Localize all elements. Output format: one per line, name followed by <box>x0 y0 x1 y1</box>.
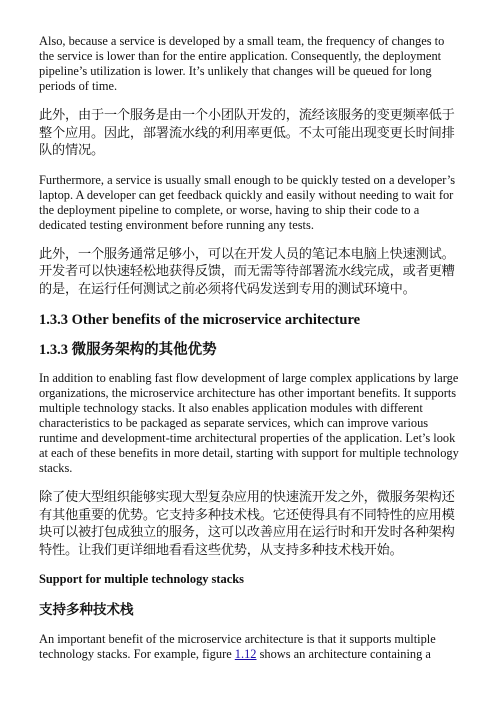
subheading-tech-stacks-en: Support for multiple technology stacks <box>39 572 244 586</box>
paragraph-text-after-link: shows an architecture containing a <box>256 647 431 661</box>
paragraph-tech-stacks-en <box>39 632 461 662</box>
paragraph-other-benefits-en: In addition to enabling fast flow development of large complex applications by large organizations, the microservice architecture has other important benefits. It supports multiple technology stacks. It also enables application modules with different characteristics to be packaged as separate services, which can improve various runtime and development-time architectural properties of the application. Let’s look at each of these benefits in more detail, starting with support for multiple technology stacks. <box>39 371 459 475</box>
paragraph-quick-testing-zh: 此外，一个服务通常足够小，可以在开发人员的笔记本电脑上快速测试。开发者可以快速轻松地获得反馈，而无需等待部署流水线完成，或者更糟的是，在运行任何测试之前必须将代码发送到专用的测试环境中。 <box>39 246 455 297</box>
paragraph-quick-testing-en: Furthermore, a service is usually small enough to be quickly tested on a developer’s laptop. A developer can get feedback quickly and easily without needing to wait for the deployment pipeline to complete, or worse, having to ship their code to a dedicated testing environment before running any tests. <box>39 172 456 232</box>
document-page <box>39 34 461 675</box>
paragraph-deployment-frequency-en: Also, because a service is developed by a small team, the frequency of changes to the service is lower than for the entire application. Consequently, the deployment pipeline’s utilization is lower. It’s unlikely that changes will be queued for long periods of time. <box>39 34 445 93</box>
paragraph-text-before-link: An important benefit of the microservice architecture is that it supports multiple technology stacks. For example, figure <box>39 632 436 661</box>
section-heading-en: 1.3.3 Other benefits of the microservice architecture <box>39 312 361 328</box>
section-heading-zh: 1.3.3 微服务架构的其他优势 <box>39 342 217 358</box>
paragraph-deployment-frequency-zh: 此外，由于一个服务是由一个小团队开发的，流经该服务的变更频率低于整个应用。因此，部署流水线的利用率更低。不太可能出现变更长时间排队的情况。 <box>39 108 455 158</box>
paragraph-other-benefits-zh: 除了使大型组织能够实现大型复杂应用的快速流开发之外，微服务架构还有其他重要的优势。它支持多种技术栈。它还使得具有不同特性的应用模块可以被打包成独立的服务，这可以改善应用在运行时和开发时各种架构特性。让我们更详细地看看这些优势，从支持多种技术栈开始。 <box>39 490 455 558</box>
figure-link[interactable]: 1.12 <box>234 647 257 661</box>
subheading-tech-stacks-zh: 支持多种技术栈 <box>39 602 134 618</box>
